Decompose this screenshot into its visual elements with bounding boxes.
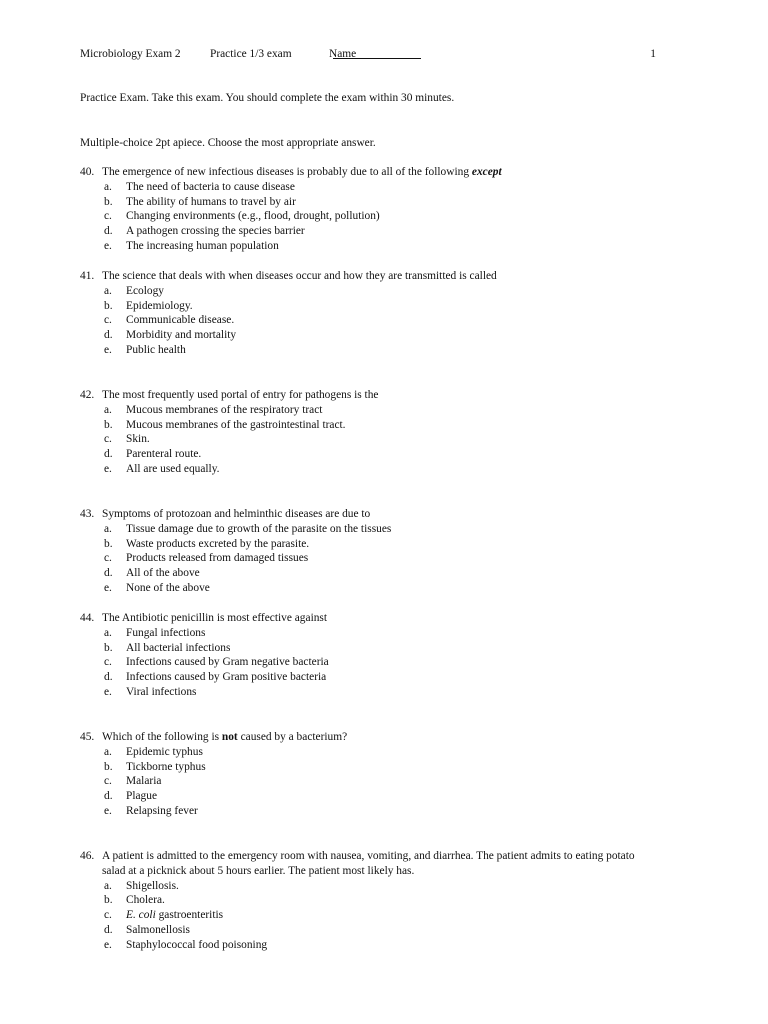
option-letter: e. bbox=[104, 685, 112, 698]
option-a bbox=[80, 284, 680, 299]
options-list bbox=[80, 879, 640, 953]
option-b bbox=[80, 418, 680, 433]
option-text: Tissue damage due to growth of the parasite on the tissues bbox=[126, 522, 392, 535]
option-text: Epidemic typhus bbox=[126, 745, 203, 758]
page-number: 1 bbox=[650, 48, 656, 60]
question-stem bbox=[80, 611, 680, 626]
option-text: Skin. bbox=[126, 433, 150, 446]
option-letter: b. bbox=[104, 537, 113, 550]
option-c bbox=[80, 551, 680, 566]
option-text: Shigellosis. bbox=[126, 879, 179, 892]
option-d bbox=[80, 447, 680, 462]
option-text: Plague bbox=[126, 790, 158, 803]
option-text: None of the above bbox=[126, 581, 210, 594]
option-letter: a. bbox=[104, 626, 112, 639]
question-stem bbox=[80, 730, 680, 745]
option-e bbox=[80, 462, 680, 477]
option-d bbox=[80, 224, 680, 239]
option-a bbox=[80, 879, 640, 894]
question-stem bbox=[80, 507, 680, 522]
option-text: Fungal infections bbox=[126, 626, 206, 639]
options-list bbox=[80, 403, 680, 477]
option-c bbox=[80, 313, 680, 328]
option-text: All of the above bbox=[126, 567, 200, 580]
option-b bbox=[80, 537, 680, 552]
option-letter: c. bbox=[104, 210, 112, 223]
option-letter: a. bbox=[104, 284, 112, 297]
option-text: All are used equally. bbox=[126, 462, 220, 475]
option-d bbox=[80, 670, 680, 685]
option-text: Malaria bbox=[126, 775, 162, 788]
question-41 bbox=[80, 269, 680, 358]
name-blank bbox=[333, 47, 421, 59]
question-number: 42. bbox=[80, 389, 95, 401]
option-letter: a. bbox=[104, 745, 112, 758]
option-e bbox=[80, 581, 680, 596]
option-letter: b. bbox=[104, 418, 113, 431]
option-letter: a. bbox=[104, 180, 112, 193]
options-list bbox=[80, 180, 680, 254]
question-stem bbox=[80, 165, 680, 180]
question-number: 46. bbox=[80, 850, 95, 862]
option-letter: c. bbox=[104, 909, 112, 922]
options-list bbox=[80, 626, 680, 700]
option-letter: b. bbox=[104, 299, 113, 312]
option-b bbox=[80, 195, 680, 210]
option-e bbox=[80, 239, 680, 254]
option-letter: d. bbox=[104, 567, 113, 580]
question-emphasis: except bbox=[471, 166, 502, 178]
option-text: Infections caused by Gram positive bacteria bbox=[126, 671, 327, 684]
option-letter: b. bbox=[104, 641, 113, 654]
option-text: Cholera. bbox=[126, 894, 165, 907]
option-text: A pathogen crossing the species barrier bbox=[126, 225, 305, 238]
option-letter: c. bbox=[104, 552, 112, 565]
option-letter: d. bbox=[104, 329, 113, 342]
name-label: Name bbox=[329, 48, 357, 60]
option-letter: d. bbox=[104, 790, 113, 803]
option-letter: c. bbox=[104, 314, 112, 327]
question-44 bbox=[80, 611, 680, 700]
question-40 bbox=[80, 165, 680, 254]
option-text: The need of bacteria to cause disease bbox=[126, 180, 295, 193]
option-text: Salmonellosis bbox=[126, 923, 190, 936]
question-45 bbox=[80, 730, 680, 819]
option-d bbox=[80, 789, 680, 804]
options-list bbox=[80, 522, 680, 596]
option-c bbox=[80, 774, 680, 789]
question-text: Symptoms of protozoan and helminthic diseases are due to bbox=[102, 508, 371, 520]
question-number: 45. bbox=[80, 731, 95, 743]
option-text: Mucous membranes of the respiratory tract bbox=[126, 403, 323, 416]
options-list bbox=[80, 745, 680, 819]
option-letter: c. bbox=[104, 775, 112, 788]
question-number: 41. bbox=[80, 270, 95, 282]
option-e bbox=[80, 938, 640, 953]
intro-instructions: Practice Exam. Take this exam. You should complete the exam within 30 minutes. bbox=[80, 92, 455, 104]
question-number: 43. bbox=[80, 508, 95, 520]
option-letter: e. bbox=[104, 343, 112, 356]
option-a bbox=[80, 745, 680, 760]
option-c bbox=[80, 432, 680, 447]
option-text: Infections caused by Gram negative bacteria bbox=[126, 656, 329, 669]
option-text: Tickborne typhus bbox=[126, 760, 206, 773]
option-letter: e. bbox=[104, 804, 112, 817]
options-list bbox=[80, 284, 680, 358]
option-a bbox=[80, 403, 680, 418]
question-text: A patient is admitted to the emergency room with nausea, vomiting, and diarrhea. The patient admits to eating potato salad at a picknick about 5 hours earlier. The patient most likely has. bbox=[102, 850, 635, 877]
option-letter: e. bbox=[104, 462, 112, 475]
option-e bbox=[80, 343, 680, 358]
option-text: All bacterial infections bbox=[126, 641, 231, 654]
intro-scoring: Multiple-choice 2pt apiece. Choose the most appropriate answer. bbox=[80, 137, 376, 149]
option-letter: b. bbox=[104, 894, 113, 907]
option-d bbox=[80, 566, 680, 581]
option-a bbox=[80, 522, 680, 537]
option-text: Parenteral route. bbox=[126, 448, 202, 461]
option-text: Communicable disease. bbox=[126, 314, 235, 327]
option-letter: d. bbox=[104, 923, 113, 936]
page-header bbox=[80, 47, 656, 62]
question-text: The science that deals with when diseases occur and how they are transmitted is called bbox=[102, 270, 497, 282]
option-letter: a. bbox=[104, 879, 112, 892]
option-letter: c. bbox=[104, 433, 112, 446]
option-text: Public health bbox=[126, 343, 186, 356]
option-letter: d. bbox=[104, 448, 113, 461]
option-letter: d. bbox=[104, 671, 113, 684]
question-text: The most frequently used portal of entry for pathogens is the bbox=[102, 389, 379, 401]
option-d bbox=[80, 328, 680, 343]
practice-label: Practice 1/3 exam bbox=[210, 48, 292, 60]
option-b bbox=[80, 299, 680, 314]
option-letter: e. bbox=[104, 239, 112, 252]
question-43 bbox=[80, 507, 680, 596]
option-text: Mucous membranes of the gastrointestinal tract. bbox=[126, 418, 346, 431]
option-letter: c. bbox=[104, 656, 112, 669]
option-letter: a. bbox=[104, 522, 112, 535]
question-number: 44. bbox=[80, 612, 95, 624]
option-text: Staphylococcal food poisoning bbox=[126, 938, 268, 951]
option-b bbox=[80, 893, 640, 908]
question-stem bbox=[80, 388, 680, 403]
option-a bbox=[80, 626, 680, 641]
option-text: The ability of humans to travel by air bbox=[126, 195, 296, 208]
option-text: Epidemiology. bbox=[126, 299, 193, 312]
option-c bbox=[80, 209, 680, 224]
question-stem bbox=[80, 269, 680, 284]
option-text: Relapsing fever bbox=[126, 804, 198, 817]
option-letter: d. bbox=[104, 225, 113, 238]
question-42 bbox=[80, 388, 680, 477]
option-letter: e. bbox=[104, 938, 112, 951]
option-b bbox=[80, 760, 680, 775]
question-text-end: caused by a bacterium? bbox=[237, 731, 348, 743]
question-46 bbox=[80, 849, 640, 953]
option-text: Changing environments (e.g., flood, drought, pollution) bbox=[126, 210, 380, 223]
course-title: Microbiology Exam 2 bbox=[80, 48, 181, 60]
option-a bbox=[80, 180, 680, 195]
question-text: Which of the following is bbox=[102, 731, 222, 743]
option-text: The increasing human population bbox=[126, 239, 279, 252]
option-text: Viral infections bbox=[126, 685, 197, 698]
option-e bbox=[80, 804, 680, 819]
option-letter: e. bbox=[104, 581, 112, 594]
option-text: Products released from damaged tissues bbox=[126, 552, 309, 565]
option-letter: a. bbox=[104, 403, 112, 416]
option-c bbox=[80, 655, 680, 670]
option-text: gastroenteritis bbox=[155, 909, 224, 922]
question-emphasis: not bbox=[221, 731, 238, 743]
option-letter: b. bbox=[104, 195, 113, 208]
option-e bbox=[80, 685, 680, 700]
option-text: Ecology bbox=[126, 284, 164, 297]
question-number: 40. bbox=[80, 166, 95, 178]
option-letter: b. bbox=[104, 760, 113, 773]
organism-name: E. coli bbox=[126, 909, 156, 922]
option-text: Morbidity and mortality bbox=[126, 329, 237, 342]
option-text: Waste products excreted by the parasite. bbox=[126, 537, 310, 550]
question-text: The Antibiotic penicillin is most effective against bbox=[102, 612, 328, 624]
question-text: The emergence of new infectious diseases is probably due to all of the following bbox=[102, 166, 472, 178]
option-d bbox=[80, 923, 640, 938]
option-b bbox=[80, 641, 680, 656]
question-stem bbox=[80, 849, 640, 879]
option-c bbox=[80, 908, 640, 923]
